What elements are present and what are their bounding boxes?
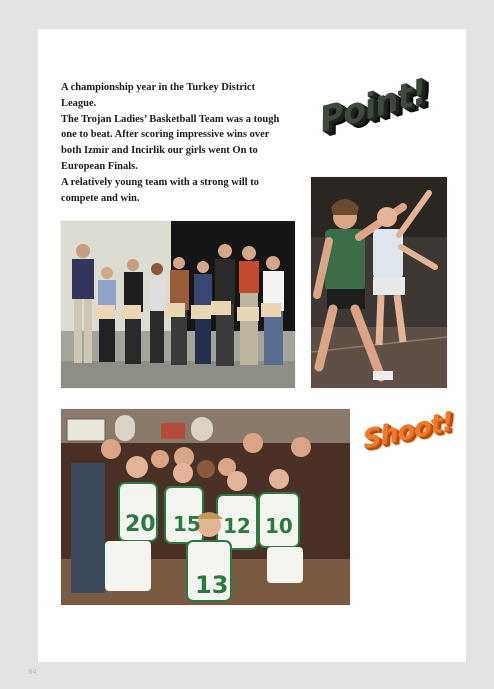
jersey-number: 20 xyxy=(125,512,156,537)
intro-text xyxy=(61,80,291,206)
intro-line: The Trojan Ladies’ Basketball Team was a tough one to beat. After scoring impressive wins over both Izmir and Incirlik our girls went On to European Finals. xyxy=(61,113,280,172)
jersey-number: 10 xyxy=(265,514,293,538)
shoot-headline: Shoot! xyxy=(361,406,454,456)
jersey-number: 12 xyxy=(223,514,251,538)
intro-line: A relatively young team with a strong will to compete and win. xyxy=(61,176,259,204)
team-jersey-image xyxy=(61,409,350,605)
game-action-image xyxy=(311,177,447,388)
intro-line: A championship year in the Turkey District League. xyxy=(61,82,256,109)
game-action-photo xyxy=(311,177,447,388)
point-headline: Point! xyxy=(316,71,430,141)
jersey-number: 15 xyxy=(173,512,201,536)
jersey-number: 13 xyxy=(195,571,229,599)
page-number: 84 xyxy=(28,668,37,676)
team-award-image xyxy=(61,221,295,388)
team-award-photo xyxy=(61,221,295,388)
team-jersey-photo xyxy=(61,409,350,605)
